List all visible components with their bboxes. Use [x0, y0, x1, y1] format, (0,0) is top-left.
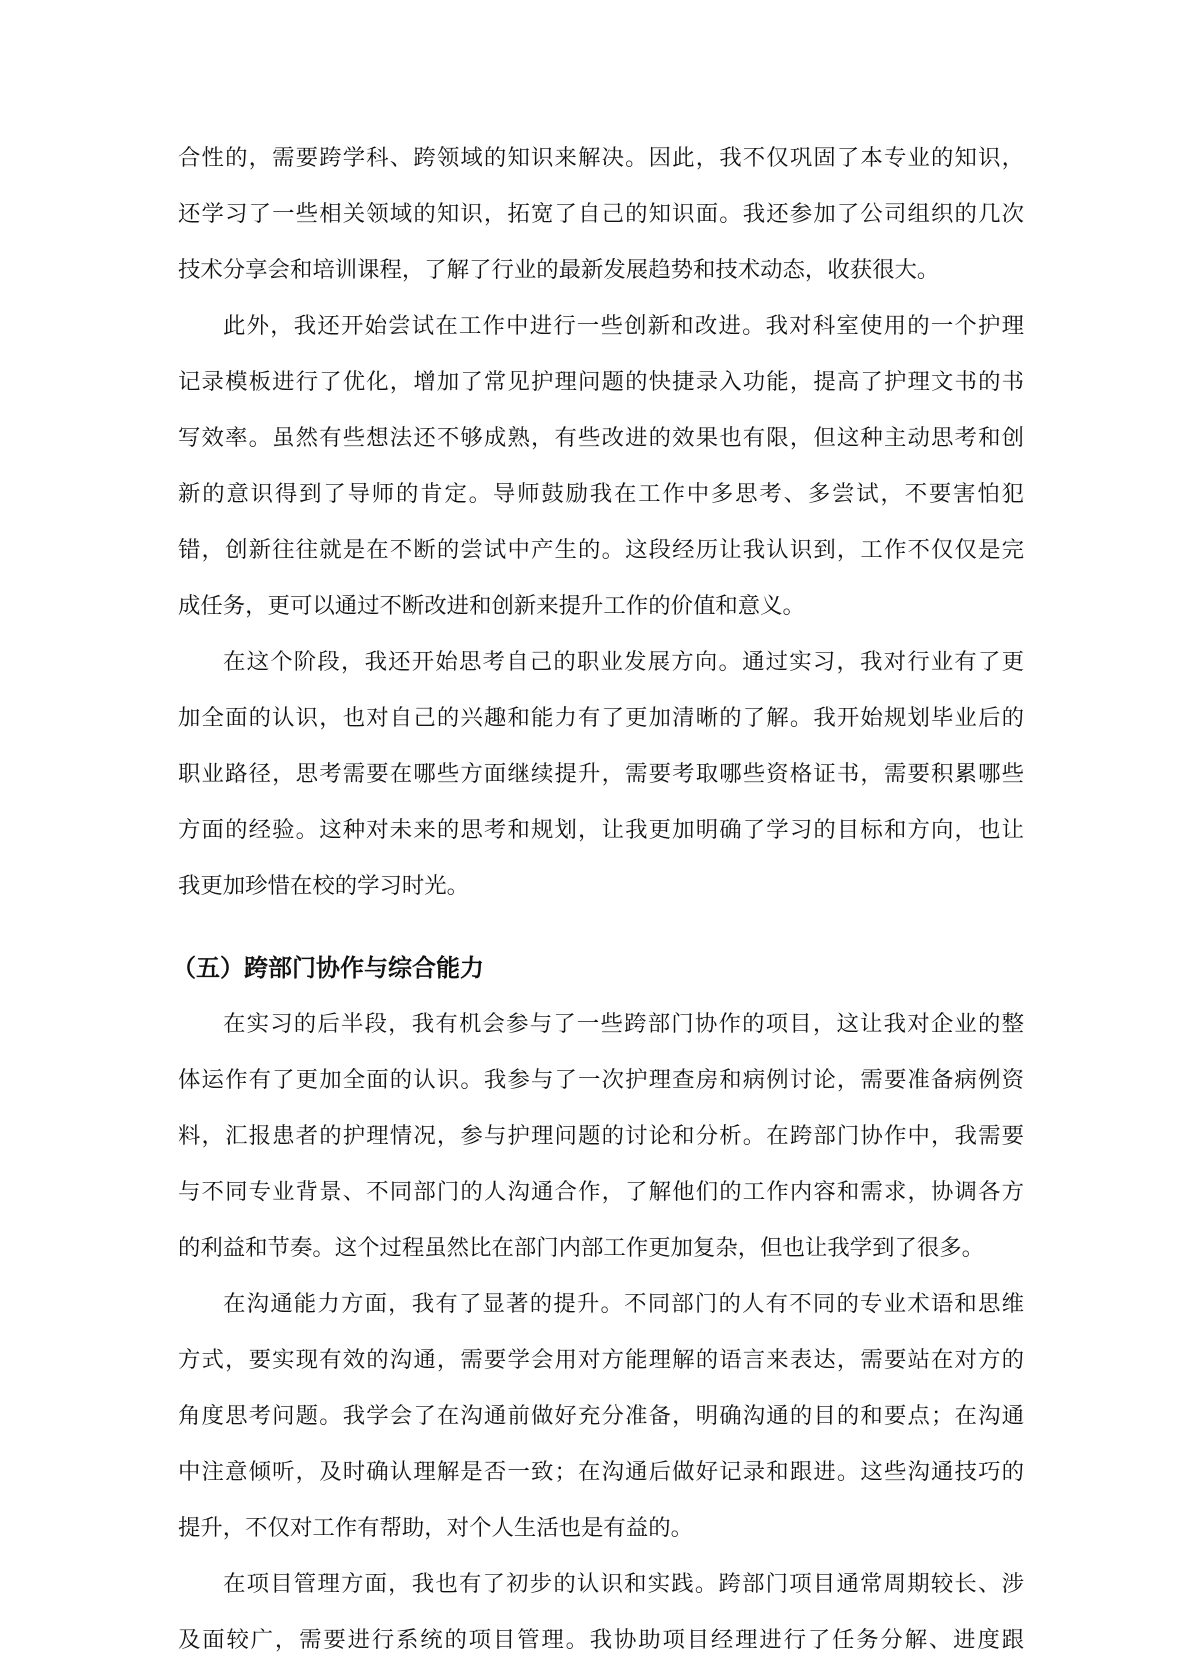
text-line: 在项目管理方面，我也有了初步的认识和实践。跨部门项目通常周期较长、涉 [223, 1571, 1024, 1597]
text-line: 及面较广，需要进行系统的项目管理。我协助项目经理进行了任务分解、进度跟 [178, 1627, 1024, 1653]
text-line: 加全面的认识，也对自己的兴趣和能力有了更加清晰的了解。我开始规划毕业后的 [178, 705, 1024, 731]
paragraph [178, 298, 1024, 634]
text-line: 角度思考问题。我学会了在沟通前做好充分准备，明确沟通的目的和要点；在沟通 [178, 1403, 1024, 1429]
text-line: 料，汇报患者的护理情况，参与护理问题的讨论和分析。在跨部门协作中，我需要 [178, 1123, 1024, 1149]
paragraph [178, 1276, 1024, 1556]
paragraph [178, 634, 1024, 914]
text-line: 提升，不仅对工作有帮助，对个人生活也是有益的。 [178, 1515, 693, 1541]
paragraph [178, 996, 1024, 1276]
text-line: 在这个阶段，我还开始思考自己的职业发展方向。通过实习，我对行业有了更 [223, 649, 1024, 675]
text-line: 技术分享会和培训课程，了解了行业的最新发展趋势和技术动态，收获很大。 [178, 257, 940, 283]
paragraph [178, 130, 1024, 298]
text-line: 错，创新往往就是在不断的尝试中产生的。这段经历让我认识到，工作不仅仅是完 [178, 537, 1024, 563]
text-line: 记录模板进行了优化，增加了常见护理问题的快捷录入功能，提高了护理文书的书 [178, 369, 1024, 395]
text-line: 与不同专业背景、不同部门的人沟通合作，了解他们的工作内容和需求，协调各方 [178, 1179, 1024, 1205]
document-body [172, 130, 1024, 1668]
text-line: 新的意识得到了导师的肯定。导师鼓励我在工作中多思考、多尝试，不要害怕犯 [178, 481, 1024, 507]
text-line: 写效率。虽然有些想法还不够成熟，有些改进的效果也有限，但这种主动思考和创 [178, 425, 1024, 451]
text-line: 我更加珍惜在校的学习时光。 [178, 873, 470, 899]
text-line: 的利益和节奏。这个过程虽然比在部门内部工作更加复杂，但也让我学到了很多。 [178, 1235, 985, 1261]
text-line: 在实习的后半段，我有机会参与了一些跨部门协作的项目，这让我对企业的整 [223, 1011, 1024, 1037]
text-line: 中注意倾听，及时确认理解是否一致；在沟通后做好记录和跟进。这些沟通技巧的 [178, 1459, 1024, 1485]
text-line: 体运作有了更加全面的认识。我参与了一次护理查房和病例讨论，需要准备病例资 [178, 1067, 1024, 1093]
text-line: 方面的经验。这种对未来的思考和规划，让我更加明确了学习的目标和方向，也让 [178, 817, 1024, 843]
section-heading: （五）跨部门协作与综合能力 [172, 954, 484, 982]
text-line: 还学习了一些相关领域的知识，拓宽了自己的知识面。我还参加了公司组织的几次 [178, 201, 1024, 227]
text-line: 在沟通能力方面，我有了显著的提升。不同部门的人有不同的专业术语和思维 [223, 1291, 1024, 1317]
text-line: 方式，要实现有效的沟通，需要学会用对方能理解的语言来表达，需要站在对方的 [178, 1347, 1024, 1373]
paragraph [178, 1556, 1024, 1668]
text-line: 合性的，需要跨学科、跨领域的知识来解决。因此，我不仅巩固了本专业的知识， [178, 145, 1024, 171]
text-line: 成任务，更可以通过不断改进和创新来提升工作的价值和意义。 [178, 593, 805, 619]
text-line: 此外，我还开始尝试在工作中进行一些创新和改进。我对科室使用的一个护理 [223, 313, 1024, 339]
text-line: 职业路径，思考需要在哪些方面继续提升，需要考取哪些资格证书，需要积累哪些 [178, 761, 1024, 787]
